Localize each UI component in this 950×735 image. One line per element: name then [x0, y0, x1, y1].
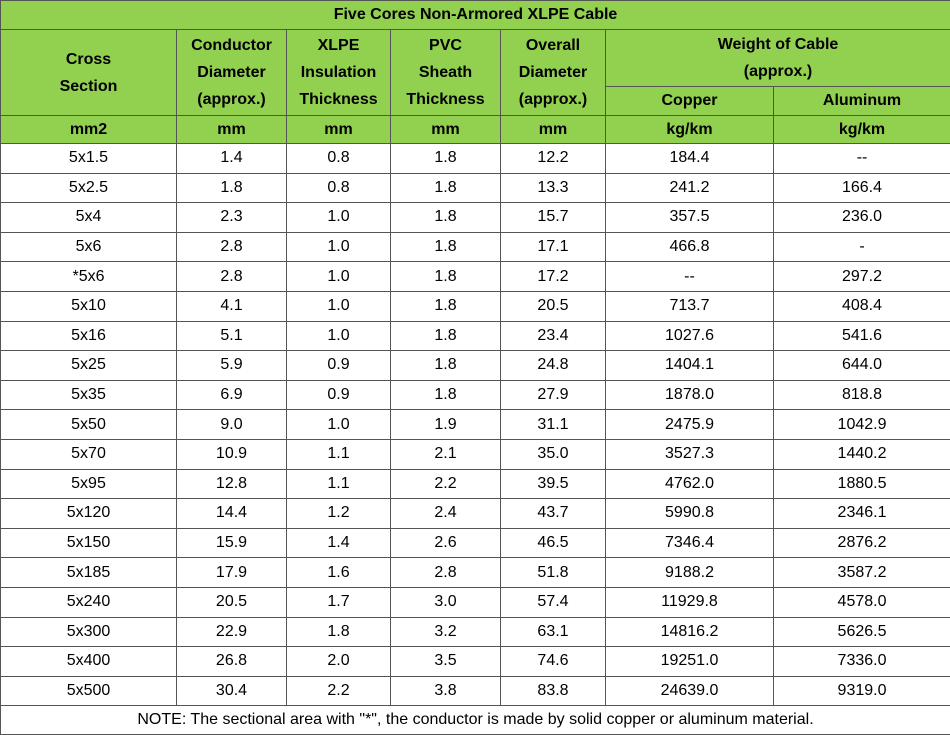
table-cell: 5x4 — [1, 203, 177, 233]
table-cell: 2.6 — [391, 528, 501, 558]
table-cell: 17.1 — [501, 232, 606, 262]
table-cell: 24639.0 — [606, 676, 774, 706]
table-cell: 1440.2 — [774, 439, 950, 469]
table-cell: 46.5 — [501, 528, 606, 558]
table-cell: 5x120 — [1, 499, 177, 529]
table-cell: 2475.9 — [606, 410, 774, 440]
table-cell: 5.1 — [177, 321, 287, 351]
table-cell: 4578.0 — [774, 587, 950, 617]
table-cell: 644.0 — [774, 351, 950, 381]
table-cell: 1.8 — [287, 617, 391, 647]
table-cell: 2.8 — [391, 558, 501, 588]
table-cell: 1880.5 — [774, 469, 950, 499]
header-aluminum: Aluminum — [774, 87, 950, 116]
table-cell: 3.8 — [391, 676, 501, 706]
header-line: (approx.) — [518, 91, 588, 108]
table-cell: 5x35 — [1, 380, 177, 410]
header-cross-section — [1, 30, 177, 116]
unit-cell: mm — [501, 116, 606, 144]
header-line: Cross — [65, 50, 112, 68]
table-cell: 1.4 — [177, 144, 287, 174]
table-cell: 184.4 — [606, 144, 774, 174]
table-cell: 5626.5 — [774, 617, 950, 647]
table-cell: 30.4 — [177, 676, 287, 706]
table-cell: 1.0 — [287, 321, 391, 351]
table-cell: 1.1 — [287, 469, 391, 499]
table-cell: 35.0 — [501, 439, 606, 469]
table-cell: 13.3 — [501, 173, 606, 203]
table-row — [1, 321, 950, 351]
table-cell: 818.8 — [774, 380, 950, 410]
table-cell: 5x400 — [1, 647, 177, 677]
table-row — [1, 173, 950, 203]
table-cell: 57.4 — [501, 587, 606, 617]
table-cell: 83.8 — [501, 676, 606, 706]
table-cell: 24.8 — [501, 351, 606, 381]
table-cell: 5x185 — [1, 558, 177, 588]
table-cell: 15.7 — [501, 203, 606, 233]
table-cell: 12.8 — [177, 469, 287, 499]
table-cell: 23.4 — [501, 321, 606, 351]
table-cell: 19251.0 — [606, 647, 774, 677]
table-cell: 9319.0 — [774, 676, 950, 706]
table-cell: 3587.2 — [774, 558, 950, 588]
table-cell: 1.8 — [391, 173, 501, 203]
table-cell: 3.0 — [391, 587, 501, 617]
table-cell: 9188.2 — [606, 558, 774, 588]
table-cell: 20.5 — [177, 587, 287, 617]
table-cell: 5x16 — [1, 321, 177, 351]
table-cell: 5x10 — [1, 291, 177, 321]
table-cell: 1.2 — [287, 499, 391, 529]
table-row — [1, 291, 950, 321]
table-row — [1, 558, 950, 588]
table-cell: 2.3 — [177, 203, 287, 233]
table-cell: 1.8 — [177, 173, 287, 203]
table-cell: 408.4 — [774, 291, 950, 321]
table-cell: 1.9 — [391, 410, 501, 440]
table-title: Five Cores Non-Armored XLPE Cable — [1, 1, 950, 30]
table-cell: 5x70 — [1, 439, 177, 469]
table-cell: 17.9 — [177, 558, 287, 588]
table-row — [1, 499, 950, 529]
table-cell: 5x25 — [1, 351, 177, 381]
table-cell: 5x50 — [1, 410, 177, 440]
table-row — [1, 528, 950, 558]
table-cell: 2.8 — [177, 232, 287, 262]
table-cell: -- — [606, 262, 774, 292]
table-cell: 5.9 — [177, 351, 287, 381]
table-cell: 4762.0 — [606, 469, 774, 499]
table-cell: 12.2 — [501, 144, 606, 174]
header-line: (approx.) — [197, 91, 266, 108]
table-cell: 11929.8 — [606, 587, 774, 617]
header-line: XLPE — [317, 37, 360, 54]
unit-cell: mm — [287, 116, 391, 144]
header-weight — [606, 30, 950, 87]
table-cell: 9.0 — [177, 410, 287, 440]
table-cell: 1.8 — [391, 291, 501, 321]
table-cell: 1.8 — [391, 144, 501, 174]
table-cell: 10.9 — [177, 439, 287, 469]
table-cell: 5x6 — [1, 232, 177, 262]
table-row — [1, 351, 950, 381]
table-cell: 2.0 — [287, 647, 391, 677]
table-cell: 1.0 — [287, 203, 391, 233]
table-cell: 15.9 — [177, 528, 287, 558]
table-cell: 1.0 — [287, 262, 391, 292]
table-cell: *5x6 — [1, 262, 177, 292]
table-cell: 5x1.5 — [1, 144, 177, 174]
table-cell: 7336.0 — [774, 647, 950, 677]
table-cell: 466.8 — [606, 232, 774, 262]
table-cell: 2346.1 — [774, 499, 950, 529]
table-cell: 2.4 — [391, 499, 501, 529]
header-line: Sheath — [418, 64, 473, 81]
table-row — [1, 144, 950, 174]
table-cell: 74.6 — [501, 647, 606, 677]
table-row — [1, 587, 950, 617]
table-cell: 241.2 — [606, 173, 774, 203]
header-line: Section — [59, 77, 118, 95]
table-row — [1, 676, 950, 706]
table-cell: 1.4 — [287, 528, 391, 558]
header-xlpe-insulation — [287, 30, 391, 116]
table-cell: 22.9 — [177, 617, 287, 647]
note-text: NOTE: The sectional area with "*", the conductor is made by solid copper or aluminum material. — [1, 706, 950, 735]
table-cell: 14.4 — [177, 499, 287, 529]
table-cell: 236.0 — [774, 203, 950, 233]
unit-cell: mm2 — [1, 116, 177, 144]
table-cell: 1.0 — [287, 232, 391, 262]
unit-cell: mm — [177, 116, 287, 144]
header-line: Thickness — [299, 91, 378, 108]
table-cell: 1.8 — [391, 351, 501, 381]
table-cell: 7346.4 — [606, 528, 774, 558]
table-cell: 297.2 — [774, 262, 950, 292]
table-cell: 5990.8 — [606, 499, 774, 529]
table-cell: 5x95 — [1, 469, 177, 499]
header-line: Conductor — [191, 37, 272, 54]
table-cell: 1.8 — [391, 203, 501, 233]
table-cell: 541.6 — [774, 321, 950, 351]
table-cell: 357.5 — [606, 203, 774, 233]
table-cell: 1404.1 — [606, 351, 774, 381]
header-copper: Copper — [606, 87, 774, 116]
table-cell: - — [774, 232, 950, 262]
table-cell: -- — [774, 144, 950, 174]
table-cell: 1.7 — [287, 587, 391, 617]
header-line: (approx.) — [743, 63, 813, 80]
table-cell: 2876.2 — [774, 528, 950, 558]
table-cell: 63.1 — [501, 617, 606, 647]
table-cell: 3.2 — [391, 617, 501, 647]
table-cell: 1.0 — [287, 410, 391, 440]
header-line: Diameter — [197, 64, 266, 81]
table-cell: 0.9 — [287, 351, 391, 381]
header-conductor-diameter — [177, 30, 287, 116]
header-line: Insulation — [300, 64, 377, 81]
table-cell: 713.7 — [606, 291, 774, 321]
header-overall-diameter — [501, 30, 606, 116]
table-cell: 1.1 — [287, 439, 391, 469]
table-cell: 1042.9 — [774, 410, 950, 440]
table-cell: 1.8 — [391, 262, 501, 292]
table-body — [1, 144, 950, 706]
unit-cell: kg/km — [606, 116, 774, 144]
table-row — [1, 469, 950, 499]
table-cell: 2.2 — [391, 469, 501, 499]
table-cell: 5x240 — [1, 587, 177, 617]
header-line: Diameter — [518, 64, 588, 81]
table-cell: 6.9 — [177, 380, 287, 410]
table-cell: 31.1 — [501, 410, 606, 440]
table-cell: 1.0 — [287, 291, 391, 321]
table-cell: 5x2.5 — [1, 173, 177, 203]
table-cell: 0.9 — [287, 380, 391, 410]
table-row — [1, 203, 950, 233]
unit-cell: kg/km — [774, 116, 950, 144]
table-cell: 3.5 — [391, 647, 501, 677]
table-cell: 26.8 — [177, 647, 287, 677]
table-row — [1, 262, 950, 292]
header-line: Weight of Cable — [717, 36, 839, 53]
table-cell: 1.8 — [391, 321, 501, 351]
table-row — [1, 410, 950, 440]
table-cell: 4.1 — [177, 291, 287, 321]
unit-cell: mm — [391, 116, 501, 144]
table-cell: 2.1 — [391, 439, 501, 469]
table-row — [1, 380, 950, 410]
table-cell: 51.8 — [501, 558, 606, 588]
table-cell: 0.8 — [287, 173, 391, 203]
table-cell: 5x150 — [1, 528, 177, 558]
table-cell: 166.4 — [774, 173, 950, 203]
table-cell: 2.8 — [177, 262, 287, 292]
header-line: PVC — [429, 37, 462, 54]
table-cell: 2.2 — [287, 676, 391, 706]
table-cell: 17.2 — [501, 262, 606, 292]
table-cell: 27.9 — [501, 380, 606, 410]
table-cell: 1.8 — [391, 380, 501, 410]
table-cell: 5x500 — [1, 676, 177, 706]
table-row — [1, 232, 950, 262]
table-cell: 39.5 — [501, 469, 606, 499]
table-cell: 43.7 — [501, 499, 606, 529]
table-cell: 1.6 — [287, 558, 391, 588]
table-cell: 1878.0 — [606, 380, 774, 410]
table-cell: 1.8 — [391, 232, 501, 262]
table-row — [1, 617, 950, 647]
table-cell: 14816.2 — [606, 617, 774, 647]
header-line: Overall — [525, 37, 581, 54]
header-pvc-sheath — [391, 30, 501, 116]
table-cell: 20.5 — [501, 291, 606, 321]
table-cell: 3527.3 — [606, 439, 774, 469]
table-cell: 1027.6 — [606, 321, 774, 351]
table-row — [1, 647, 950, 677]
table-cell: 5x300 — [1, 617, 177, 647]
header-line: Thickness — [406, 91, 485, 108]
table-row — [1, 439, 950, 469]
table-cell: 0.8 — [287, 144, 391, 174]
